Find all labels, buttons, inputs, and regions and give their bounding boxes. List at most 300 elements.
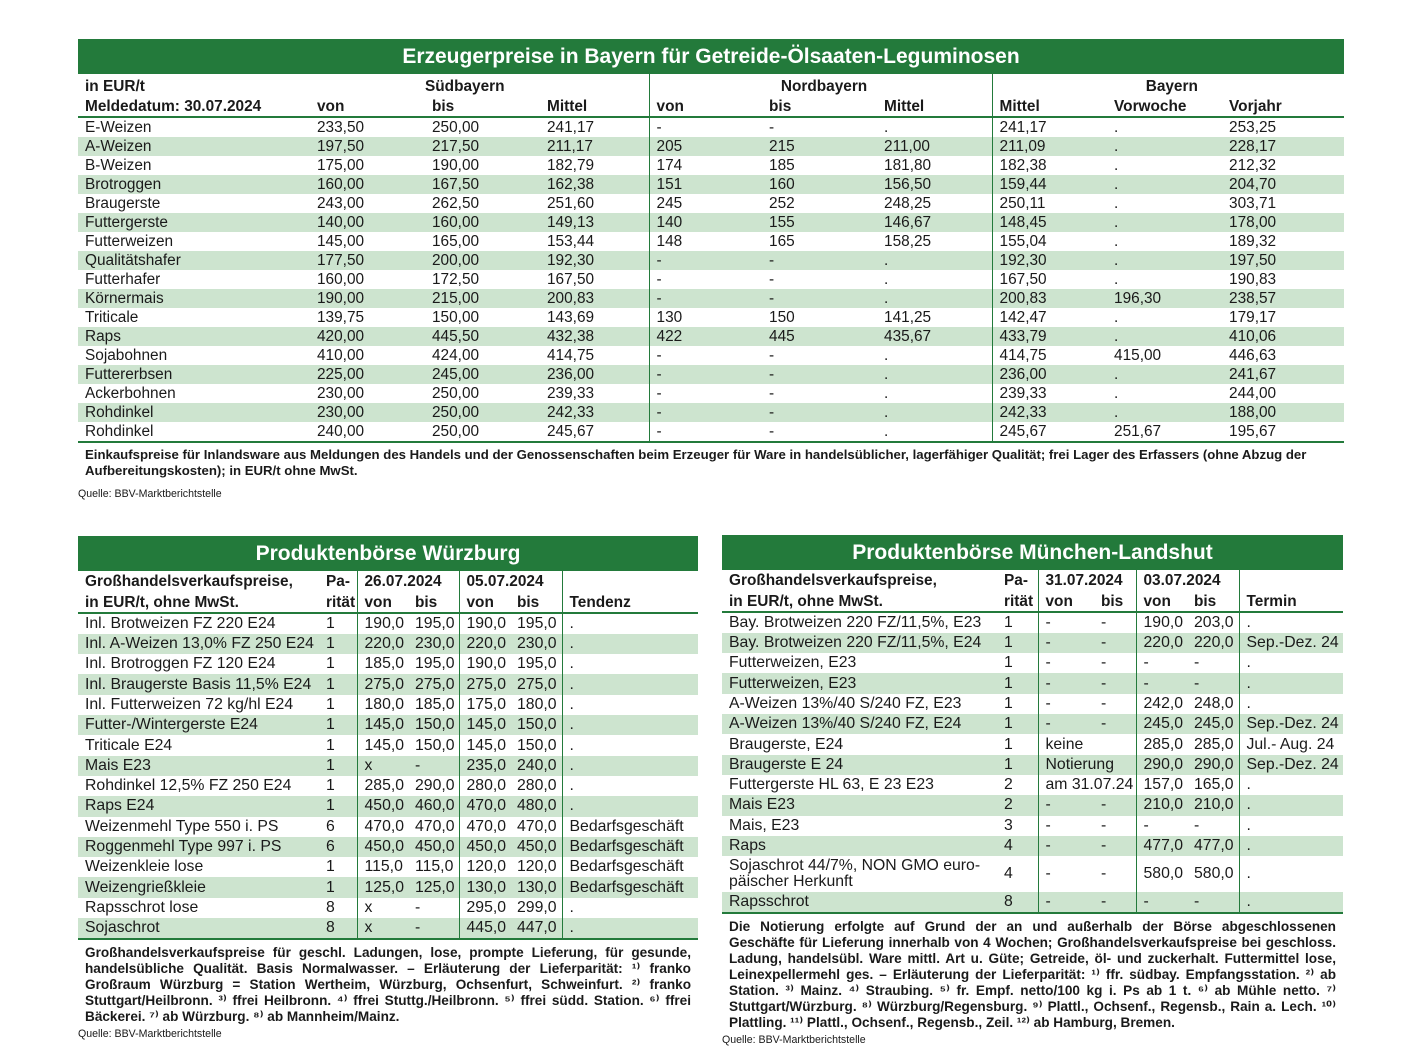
cell-von1: 125,0	[357, 877, 408, 897]
cell-von2: 280,0	[459, 776, 510, 796]
cell-paritaet: 1	[326, 655, 335, 673]
table-row	[78, 175, 1344, 194]
table-row	[722, 734, 1343, 754]
cell-bis1: 230,0	[408, 634, 459, 654]
table-row	[78, 117, 1344, 137]
cell-sued-bis: 172,50	[432, 271, 480, 288]
cell-produkt: Mais, E23	[729, 816, 800, 834]
cell-produkt: Futtererbsen	[78, 365, 310, 384]
cell-von1: 115,0	[357, 857, 408, 877]
table-row	[78, 634, 698, 654]
cell-von2: 477,0	[1136, 836, 1187, 856]
table-row	[78, 232, 1344, 251]
cell-termin: .	[1239, 795, 1343, 815]
muenchen-panel	[722, 535, 1343, 1046]
cell-termin: .	[1239, 694, 1343, 714]
muenchen-head-line1: Großhandelsverkaufspreise,	[729, 572, 937, 590]
table-row	[78, 796, 698, 816]
cell-bay-vorjahr: 195,67	[1229, 423, 1277, 440]
cell-bis1: 195,0	[415, 655, 455, 673]
cell-sued-von: 225,00	[310, 365, 425, 384]
cell-sued-von: 243,00	[317, 195, 365, 212]
cell-nord-bis: 160	[762, 175, 877, 194]
cell-bay-vorjahr: 446,63	[1229, 347, 1277, 364]
cell-nord-mittel: .	[877, 251, 992, 270]
cell-produkt: Raps	[78, 327, 310, 346]
muenchen-head-row2	[722, 590, 1343, 611]
header-row-columns	[78, 96, 1344, 117]
cell-produkt: Sojabohnen	[85, 347, 168, 364]
cell-von2: 285,0	[1136, 734, 1187, 754]
cell-bay-vorwoche: 196,30	[1107, 289, 1222, 308]
cell-produkt: Braugerste E 24	[722, 755, 997, 775]
cell-produkt: A-Weizen 13%/40 S/240 FZ, E24	[722, 714, 997, 734]
cell-von1: -	[1038, 633, 1094, 653]
cell-sued-mittel: 211,17	[540, 137, 649, 156]
cell-von1: 220,0	[357, 634, 408, 654]
cell-bis1: -	[1094, 892, 1136, 912]
cell-bay-mittel: 241,17	[992, 117, 1107, 137]
soja-label-line2: päischer Herkunft	[729, 873, 853, 891]
cell-bis1: 115,0	[415, 858, 454, 876]
cell-tendenz: Bedarfsgeschäft	[562, 817, 698, 837]
cell-sued-von: 140,00	[310, 213, 425, 232]
wuerzburg-col-tendenz: Tendenz	[562, 591, 698, 612]
cell-von2: 130,0	[459, 877, 510, 897]
cell-bis2: 299,0	[517, 898, 557, 916]
table-row	[78, 251, 1344, 270]
cell-bay-vorjahr: 197,50	[1222, 251, 1344, 270]
cell-produkt: Brotroggen	[78, 175, 310, 194]
cell-von2: 290,0	[1136, 755, 1187, 775]
erzeugerpreise-panel	[78, 39, 1344, 500]
cell-produkt: Rohdinkel 12,5% FZ 250 E24	[85, 777, 292, 795]
cell-paritaet: 1	[997, 673, 1038, 693]
cell-tendenz: .	[562, 613, 698, 634]
cell-bis2: 150,0	[510, 715, 562, 735]
cell-sued-von: 139,75	[317, 309, 365, 326]
cell-termin: .	[1239, 653, 1343, 673]
table-row	[78, 156, 1344, 175]
cell-bis2: 203,0	[1194, 613, 1234, 631]
cell-sued-von: 233,50	[317, 119, 365, 136]
cell-bis2: 470,0	[517, 817, 557, 835]
table-row	[78, 898, 698, 918]
cell-nord-mittel: 248,25	[884, 195, 932, 212]
cell-bis2: 195,0	[517, 655, 557, 673]
cell-von2: 190,0	[1136, 612, 1187, 633]
cell-von2: 235,0	[459, 756, 510, 776]
cell-sued-mittel: 200,83	[540, 289, 649, 308]
cell-sued-mittel: 241,17	[547, 119, 595, 136]
col-sued-mittel: Mittel	[540, 96, 649, 117]
wuerzburg-col-von1: von	[357, 591, 408, 612]
cell-von1: 180,0	[357, 695, 408, 715]
table-row	[722, 892, 1343, 912]
cell-sued-mittel: 414,75	[547, 347, 595, 364]
cell-nord-mittel: 156,50	[877, 175, 992, 194]
cell-nord-von: -	[649, 365, 762, 384]
cell-bay-mittel: 250,11	[992, 194, 1107, 213]
cell-bis2: 230,0	[510, 634, 562, 654]
cell-paritaet: 1	[319, 877, 357, 897]
table-row	[722, 694, 1343, 714]
cell-bay-mittel: 192,30	[992, 251, 1107, 270]
cell-bay-vorjahr: 190,83	[1229, 271, 1277, 288]
cell-nord-von: 151	[649, 175, 762, 194]
cell-von2: 210,0	[1136, 795, 1187, 815]
cell-nord-mittel: 181,80	[884, 157, 932, 174]
cell-tendenz: .	[562, 918, 698, 938]
cell-von2: 220,0	[1136, 633, 1187, 653]
cell-bay-vorjahr: 212,32	[1229, 157, 1277, 174]
cell-von1: -	[1038, 694, 1094, 714]
cell-von1: x	[357, 898, 408, 918]
cell-sued-mittel: 432,38	[540, 327, 649, 346]
table-row	[722, 856, 1343, 892]
muenchen-col-von2: von	[1136, 590, 1187, 611]
cell-nord-bis: 252	[769, 195, 795, 212]
cell-produkt: Weizenkleie lose	[85, 858, 204, 876]
table-row	[78, 327, 1344, 346]
wuerzburg-col-bis1: bis	[408, 591, 459, 612]
cell-bis1: -	[408, 756, 459, 776]
cell-nord-mittel: .	[877, 365, 992, 384]
cell-bay-vorwoche: .	[1114, 385, 1119, 402]
cell-von1: -	[1038, 856, 1094, 892]
table-row	[78, 756, 698, 776]
cell-bis1: -	[415, 898, 421, 916]
muenchen-col-bis1: bis	[1094, 590, 1136, 611]
cell-bay-vorjahr: 204,70	[1222, 175, 1344, 194]
cell-bis2: 450,0	[510, 837, 562, 857]
cell-termin: Jul.- Aug. 24	[1239, 734, 1343, 754]
cell-nord-mittel: .	[884, 347, 889, 364]
cell-sued-von: 420,00	[310, 327, 425, 346]
cell-sued-bis: 250,00	[432, 119, 480, 136]
cell-von2: 580,0	[1136, 856, 1187, 892]
cell-bay-vorjahr: 241,67	[1222, 365, 1344, 384]
cell-bis2: 447,0	[510, 918, 562, 938]
cell-sued-bis: 200,00	[425, 251, 540, 270]
cell-nord-mittel: .	[877, 403, 992, 422]
cell-sued-mittel: 153,44	[547, 233, 595, 250]
cell-produkt: Futterhafer	[85, 271, 161, 288]
cell-produkt: Sojaschrot	[78, 918, 319, 938]
wuerzburg-paritaet-2: rität	[319, 591, 357, 612]
cell-produkt: Inl. Brotweizen FZ 220 E24	[85, 614, 276, 632]
cell-nord-bis: 165	[769, 233, 795, 250]
muenchen-note: Die Notierung erfolgte auf Grund der an und außerhalb der Börse abgeschlossenen Geschäfte für Lieferung innerhalb von 4 Wochen; Großhandelsverkaufspreise bei geschloss. Ladung, handelsübl. Ware mittl. Art u. Güte; Getreide, öl- und zuckerhalt. Futtermittel lose, Leinexpellermehl ges. – Erläuterung der Lieferparität: ¹⁾ ffr. südbay. Empfangsstation. ²⁾ ab Station. ³⁾ Mainz. ⁴⁾ Straubing. ⁵⁾ fr. Empf. netto/100 kg i. Ps ab 1 t. ⁶⁾ ab Mühle netto. ⁷⁾ Stuttgart/Würzburg. ⁸⁾ Würzburg/Regensburg. ⁹⁾ Plattl., Ochsenf., Regensb., Rain a. Lech. ¹⁰⁾ Plattling. ¹¹⁾ Plattl., Ochsenf., Regensb., Zeil. ¹²⁾ ab Hamburg, Bremen.	[722, 912, 1343, 1031]
cell-von2: 470,0	[459, 796, 510, 816]
cell-paritaet: 1	[319, 674, 357, 694]
cell-nord-mittel: .	[877, 289, 992, 308]
cell-paritaet: 1	[1004, 735, 1013, 753]
cell-bis2: 248,0	[1194, 694, 1234, 712]
cell-nord-von: -	[649, 289, 762, 308]
cell-von2: 190,0	[459, 613, 510, 634]
cell-nord-mittel: .	[884, 385, 889, 402]
cell-paritaet: 1	[326, 777, 335, 795]
cell-produkt: A-Weizen 13%/40 S/240 FZ, E23	[729, 694, 962, 712]
cell-bis1: -	[1094, 836, 1136, 856]
cell-sued-bis: 167,50	[425, 175, 540, 194]
cell-nord-von: 130	[649, 308, 762, 327]
cell-nord-von: 140	[649, 213, 762, 232]
cell-produkt: Rohdinkel	[85, 423, 154, 440]
cell-bis1: 125,0	[408, 877, 459, 897]
table-row	[722, 653, 1343, 673]
cell-bay-mittel: 239,33	[992, 384, 1107, 403]
cell-bis2: 275,0	[510, 674, 562, 694]
cell-bay-mittel: 167,50	[992, 270, 1107, 289]
cell-bay-vorwoche: .	[1107, 137, 1222, 156]
cell-sued-bis: 165,00	[432, 233, 480, 250]
cell-termin: .	[1239, 673, 1343, 693]
table-row	[722, 795, 1343, 815]
cell-sued-mittel: 192,30	[540, 251, 649, 270]
table-row	[722, 836, 1343, 856]
cell-bay-vorwoche: .	[1107, 213, 1222, 232]
cell-nord-bis: 445	[762, 327, 877, 346]
cell-nord-mittel: 146,67	[877, 213, 992, 232]
cell-von2: -	[1136, 673, 1187, 693]
cell-von2: 470,0	[459, 817, 510, 837]
cell-termin: Sep.-Dez. 24	[1239, 633, 1343, 653]
cell-von2: -	[1136, 653, 1187, 673]
cell-von1: -	[1038, 892, 1094, 912]
cell-bay-mittel: 211,09	[992, 137, 1107, 156]
muenchen-paritaet-2: rität	[997, 590, 1038, 611]
muenchen-paritaet-1: Pa-	[1004, 572, 1028, 590]
cell-paritaet: 1	[997, 755, 1038, 775]
cell-produkt: Futtergerste	[78, 213, 310, 232]
cell-bis2: -	[1187, 673, 1239, 693]
cell-paritaet: 2	[1004, 776, 1013, 794]
cell-von1: -	[1038, 795, 1094, 815]
col-bay-vorjahr: Vorjahr	[1222, 96, 1344, 117]
cell-produkt: Bay. Brotweizen 220 FZ/11,5%, E23	[729, 613, 982, 631]
cell-bis2: 290,0	[1187, 755, 1239, 775]
cell-bis2: 165,0	[1194, 776, 1234, 794]
cell-termin: Sep.-Dez. 24	[1239, 755, 1343, 775]
cell-bay-vorwoche: 251,67	[1114, 423, 1162, 440]
cell-produkt: Qualitätshafer	[78, 251, 310, 270]
cell-nord-bis: 150	[769, 309, 795, 326]
cell-von2: 120,0	[459, 857, 510, 877]
cell-sued-von: 230,00	[317, 385, 365, 402]
cell-produkt: Futtergerste HL 63, E 23 E23	[729, 776, 934, 794]
cell-produkt: Raps E24	[78, 796, 319, 816]
wuerzburg-source: Quelle: BBV-Marktberichtstelle	[78, 1028, 222, 1041]
cell-tendenz: .	[562, 634, 698, 654]
cell-von2: 275,0	[459, 674, 510, 694]
cell-von2: 450,0	[459, 837, 510, 857]
cell-von1: 450,0	[357, 796, 408, 816]
cell-sued-bis: 215,00	[425, 289, 540, 308]
cell-sued-mittel: 239,33	[547, 385, 595, 402]
cell-paritaet: 1	[326, 695, 335, 713]
group-bayern: Bayern	[992, 74, 1344, 96]
cell-bis2: 280,0	[517, 777, 557, 795]
header-row-groups	[78, 74, 1344, 96]
cell-nord-von: -	[649, 117, 762, 137]
cell-sued-von: 160,00	[317, 271, 365, 288]
cell-paritaet: 1	[997, 633, 1038, 653]
cell-von1: -	[1038, 673, 1094, 693]
cell-produkt: Roggenmehl Type 997 i. PS	[78, 837, 319, 857]
unit-label: in EUR/t	[85, 78, 145, 95]
cell-nord-mittel: 211,00	[877, 137, 992, 156]
cell-sued-bis: 190,00	[432, 157, 480, 174]
cell-bis2: 480,0	[510, 796, 562, 816]
cell-bis2: 130,0	[510, 877, 562, 897]
erzeugerpreise-note: Einkaufspreise für Inlandsware aus Meldungen des Handels und der Genossenschaften beim Erzeuger für Ware in handelsüblicher, lagerfähiger Qualität; frei Lager des Erfassers (ohne Abzug der Aufbereitungskosten); in EUR/t ohne MwSt.	[78, 441, 1344, 479]
wuerzburg-col-von2: von	[459, 591, 510, 612]
cell-produkt: Futterweizen, E23	[729, 654, 857, 672]
cell-produkt: Rapsschrot	[722, 892, 997, 912]
cell-von2: -	[1136, 816, 1187, 836]
cell-tendenz: Bedarfsgeschäft	[562, 837, 698, 857]
cell-tendenz: .	[562, 654, 698, 674]
cell-paritaet: 8	[326, 898, 335, 916]
muenchen-body	[722, 612, 1343, 913]
soja-label-line1: Sojaschrot 44/7%, NON GMO euro-	[729, 857, 981, 875]
table-row	[78, 817, 698, 837]
cell-von1: 450,0	[357, 837, 408, 857]
cell-bay-vorwoche: .	[1114, 271, 1119, 288]
cell-sued-von: 190,00	[310, 289, 425, 308]
table-row	[78, 403, 1344, 422]
cell-bis1: 275,0	[408, 674, 459, 694]
cell-sued-bis: 217,50	[425, 137, 540, 156]
cell-paritaet: 1	[319, 634, 357, 654]
cell-bis1: 185,0	[415, 695, 455, 713]
cell-bis1: -	[1094, 673, 1136, 693]
table-row	[78, 837, 698, 857]
cell-von1: -	[1038, 714, 1094, 734]
col-sued-bis: bis	[425, 96, 540, 117]
cell-termin: .	[1239, 612, 1343, 633]
cell-von1: -	[1038, 653, 1094, 673]
cell-sued-bis: 250,00	[425, 403, 540, 422]
table-row	[78, 137, 1344, 156]
wuerzburg-title: Produktenbörse Würzburg	[78, 536, 698, 571]
cell-nord-bis: 185	[769, 157, 795, 174]
cell-bis1: 290,0	[415, 777, 455, 795]
cell-sued-von: 160,00	[310, 175, 425, 194]
cell-bis1: -	[1101, 816, 1107, 834]
cell-von1: x	[357, 756, 408, 776]
cell-nord-von: 174	[649, 156, 762, 175]
cell-produkt: Rohdinkel	[78, 403, 310, 422]
cell-produkt	[722, 856, 997, 892]
cell-nord-mittel: .	[884, 423, 889, 440]
cell-von2: -	[1136, 892, 1187, 912]
cell-bay-vorwoche: .	[1107, 327, 1222, 346]
cell-nord-bis: 215	[762, 137, 877, 156]
cell-bay-mittel: 142,47	[992, 308, 1107, 327]
cell-produkt: Futterweizen	[85, 233, 174, 250]
cell-bis2: 220,0	[1187, 633, 1239, 653]
cell-paritaet: 1	[1004, 613, 1013, 631]
cell-von2: 295,0	[459, 898, 510, 918]
cell-bay-vorwoche: .	[1107, 175, 1222, 194]
cell-produkt: Rapsschrot lose	[85, 898, 199, 916]
table-row	[78, 695, 698, 715]
wuerzburg-body	[78, 613, 698, 939]
cell-produkt: Inl. Futterweizen 72 kg/hl E24	[85, 695, 294, 713]
cell-produkt: Braugerste, E24	[729, 735, 844, 753]
group-nordbayern: Nordbayern	[649, 74, 992, 96]
cell-sued-von: 197,50	[310, 137, 425, 156]
col-bay-vorwoche: Vorwoche	[1107, 96, 1222, 117]
cell-sued-bis: 160,00	[425, 213, 540, 232]
cell-bay-mittel: 242,33	[992, 403, 1107, 422]
table-row	[78, 613, 698, 634]
cell-nord-von: 245	[649, 194, 762, 213]
cell-bay-vorwoche: .	[1114, 119, 1119, 136]
muenchen-source: Quelle: BBV-Marktberichtstelle	[722, 1034, 866, 1047]
table-row	[78, 654, 698, 674]
muenchen-col-bis2: bis	[1187, 590, 1239, 611]
date-label: Meldedatum: 30.07.2024	[78, 96, 310, 117]
erzeugerpreise-body	[78, 117, 1344, 441]
cell-nord-von: -	[649, 270, 762, 289]
cell-nord-mittel: .	[884, 119, 889, 136]
cell-bay-vorjahr: 253,25	[1229, 119, 1277, 136]
cell-sued-mittel: 162,38	[540, 175, 649, 194]
cell-termin: .	[1239, 816, 1343, 836]
cell-termin: Sep.-Dez. 24	[1239, 714, 1343, 734]
cell-bis1: 460,0	[408, 796, 459, 816]
col-nord-bis: bis	[762, 96, 877, 117]
cell-bis2: 477,0	[1187, 836, 1239, 856]
cell-nord-bis: -	[769, 119, 775, 136]
cell-bis2: 195,0	[517, 614, 557, 632]
cell-von2: 445,0	[459, 918, 510, 938]
cell-bis2: 120,0	[517, 858, 557, 876]
cell-sued-bis: 245,00	[425, 365, 540, 384]
cell-paritaet: 1	[997, 714, 1038, 734]
cell-sued-von: 230,00	[310, 403, 425, 422]
cell-produkt: Weizenmehl Type 550 i. PS	[85, 817, 279, 835]
cell-nord-von: -	[649, 403, 762, 422]
muenchen-date1: 31.07.2024	[1038, 570, 1136, 590]
cell-von2: 145,0	[459, 735, 510, 755]
cell-produkt: Raps	[722, 836, 997, 856]
cell-paritaet: 1	[319, 756, 357, 776]
cell-sued-mittel: 236,00	[540, 365, 649, 384]
cell-von1: 145,0	[357, 735, 408, 755]
cell-von2: 157,0	[1136, 775, 1187, 795]
table-row	[722, 612, 1343, 633]
muenchen-table	[722, 570, 1343, 912]
table-row	[78, 194, 1344, 213]
table-row	[78, 674, 698, 694]
cell-paritaet: 1	[319, 715, 357, 735]
cell-von1: -	[1038, 612, 1094, 633]
cell-nord-von: -	[649, 384, 762, 403]
wuerzburg-panel	[78, 536, 698, 1040]
cell-bis2: -	[1194, 816, 1200, 834]
table-row	[722, 714, 1343, 734]
cell-nord-mittel: 141,25	[884, 309, 932, 326]
table-row	[722, 673, 1343, 693]
cell-sued-mittel: 143,69	[547, 309, 595, 326]
cell-tendenz: .	[562, 756, 698, 776]
cell-produkt: Futter-/Wintergerste E24	[78, 715, 319, 735]
